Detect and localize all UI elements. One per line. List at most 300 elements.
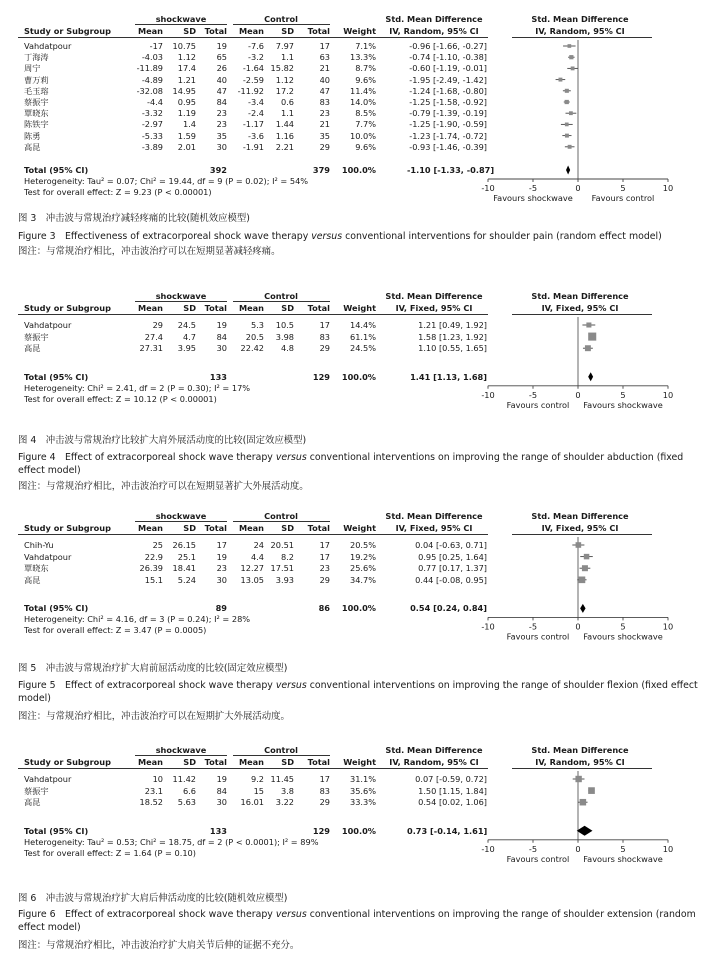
- cell-ci: -0.79 [-1.39, -0.19]: [409, 108, 487, 119]
- caption-en-italic: versus: [275, 452, 307, 463]
- cell-mean-shockwave: 23.1: [144, 785, 163, 796]
- cell-sd-shockwave: 10.75: [172, 41, 196, 51]
- cell-ci: -1.24 [-1.68, -0.80]: [409, 85, 487, 96]
- effect-square: [565, 89, 569, 93]
- forest-plot: [481, 285, 674, 422]
- cell-sd-control: 7.97: [275, 41, 294, 51]
- x-tick-label: 0: [575, 183, 581, 193]
- study-name: 高昆: [24, 343, 41, 354]
- cell-total-control: 35: [319, 130, 330, 141]
- cell-mean-shockwave: 10: [152, 774, 163, 784]
- caption-en-prefix: Figure 4 Effect of extracorporeal shock wave therapy: [18, 452, 276, 463]
- col-sd: SD: [183, 26, 196, 36]
- col-total: Total: [307, 303, 330, 313]
- col-weight: Weight: [343, 523, 376, 533]
- cell-total-shockwave: 35: [216, 130, 227, 141]
- cell-ci: -1.95 [-2.49, -1.42]: [409, 74, 487, 85]
- effect-square: [586, 322, 591, 327]
- cell-total-shockwave: 19: [216, 774, 227, 784]
- cell-total-control: 21: [319, 119, 330, 130]
- cell-sd-control: 11.45: [270, 774, 294, 784]
- heterogeneity: Heterogeneity: Tau² = 0.53; Chi² = 18.75, df = 2 (P < 0.0001); I² = 89%: [24, 836, 319, 847]
- cell-mean-shockwave: -11.89: [136, 63, 163, 74]
- cell-sd-shockwave: 5.24: [177, 574, 196, 585]
- cell-sd-control: 20.51: [270, 540, 294, 550]
- cell-sd-shockwave: 0.95: [177, 97, 196, 107]
- col-total: Total: [204, 26, 227, 36]
- total-ci: 0.54 [0.24, 0.84]: [410, 603, 487, 614]
- effect-square: [575, 776, 581, 782]
- total-shockwave: 392: [209, 165, 227, 175]
- cell-mean-control: -2.59: [242, 74, 264, 85]
- group-underline: [233, 755, 330, 756]
- cell-sd-shockwave: 14.95: [172, 85, 196, 96]
- cell-weight: 9.6%: [355, 74, 376, 85]
- cell-sd-shockwave: 25.1: [177, 551, 196, 562]
- col-study: Study or Subgroup: [24, 26, 112, 36]
- cell-total-shockwave: 47: [216, 85, 227, 96]
- caption-en-suffix: conventional interventions on improving the range of shoulder extension (random effect model): [18, 909, 696, 933]
- cell-mean-control: -1.91: [242, 141, 264, 152]
- effect-square: [580, 799, 587, 806]
- cell-weight: 25.6%: [349, 563, 376, 574]
- total-weight: 100.0%: [341, 603, 376, 614]
- cell-sd-control: 17.51: [270, 563, 294, 574]
- col-mean: Mean: [137, 303, 163, 313]
- cell-mean-shockwave: 26.39: [139, 563, 163, 574]
- col-mean: Mean: [238, 26, 264, 36]
- col-total: Total: [204, 757, 227, 767]
- effect-square: [568, 44, 572, 48]
- cell-ci: -1.25 [-1.90, -0.59]: [409, 119, 487, 130]
- cell-mean-shockwave: -3.32: [141, 108, 163, 119]
- total-control: 129: [312, 825, 330, 836]
- favours-left-label: Favours shockwave: [493, 193, 573, 203]
- cell-sd-shockwave: 1.19: [177, 108, 196, 119]
- caption-en-italic: versus: [275, 680, 307, 691]
- cell-ci: 1.10 [0.55, 1.65]: [418, 343, 487, 354]
- cell-sd-shockwave: 26.15: [172, 540, 196, 550]
- cell-weight: 24.5%: [349, 343, 376, 354]
- x-tick-label: 5: [620, 389, 626, 400]
- col-mean: Mean: [137, 26, 163, 36]
- overall-effect: Test for overall effect: Z = 1.64 (P = 0.10): [24, 847, 196, 858]
- forest-plot: [481, 0, 674, 215]
- favours-left-label: Favours control: [506, 853, 570, 864]
- total-label: Total (95% CI): [24, 603, 89, 614]
- header-rule: [18, 534, 488, 535]
- figure-caption-en: [18, 680, 708, 705]
- cell-ci: 1.50 [1.15, 1.84]: [418, 785, 487, 796]
- cell-mean-shockwave: 22.9: [144, 551, 163, 562]
- cell-total-control: 83: [319, 97, 330, 107]
- cell-mean-control: -1.64: [242, 63, 264, 74]
- study-name: 高昆: [24, 141, 41, 152]
- study-name: Vahdatpour: [24, 551, 72, 562]
- cell-weight: 9.6%: [355, 141, 376, 152]
- caption-en-prefix: Figure 5 Effect of extracorporeal shock wave therapy: [18, 680, 276, 691]
- figure-caption-cn: 图 4 冲击波与常规治疗比较扩大肩外展活动度的比较(固定效应模型): [18, 435, 307, 446]
- cell-weight: 7.7%: [355, 119, 376, 130]
- cell-ci: -1.25 [-1.58, -0.92]: [409, 97, 487, 107]
- study-name: 陈勇: [24, 130, 41, 141]
- cell-ci: 0.04 [-0.63, 0.71]: [415, 540, 487, 550]
- effect-square: [565, 134, 569, 138]
- cell-total-shockwave: 30: [216, 141, 227, 152]
- x-tick-label: 10: [662, 621, 674, 632]
- cell-ci: 0.54 [0.02, 1.06]: [418, 797, 487, 808]
- ci-column-subtitle: IV, Fixed, 95% CI: [395, 303, 473, 313]
- group-underline: [135, 301, 227, 302]
- cell-sd-control: 1.1: [280, 108, 294, 119]
- group-header-control: Control: [264, 291, 298, 301]
- x-tick-label: 5: [620, 183, 626, 193]
- col-study: Study or Subgroup: [24, 757, 112, 767]
- col-weight: Weight: [343, 303, 376, 313]
- cell-mean-shockwave: 27.4: [144, 331, 163, 342]
- cell-total-control: 21: [319, 63, 330, 74]
- cell-total-control: 40: [319, 74, 330, 85]
- group-header-shockwave: shockwave: [155, 745, 207, 755]
- study-name: Vahdatpour: [24, 320, 72, 330]
- group-header-control: Control: [264, 511, 298, 521]
- effect-square: [579, 576, 586, 583]
- favours-left-label: Favours control: [506, 631, 570, 642]
- cell-total-shockwave: 84: [216, 785, 227, 796]
- col-sd: SD: [281, 757, 294, 767]
- cell-mean-shockwave: -17: [149, 41, 163, 51]
- cell-ci: 1.58 [1.23, 1.92]: [418, 331, 487, 342]
- cell-mean-control: -3.4: [248, 97, 264, 107]
- cell-total-control: 29: [319, 141, 330, 152]
- cell-sd-shockwave: 1.59: [177, 130, 196, 141]
- effect-square: [585, 345, 591, 351]
- cell-mean-shockwave: -5.33: [141, 130, 163, 141]
- col-sd: SD: [183, 303, 196, 313]
- cell-sd-control: 1.1: [280, 52, 294, 63]
- cell-sd-shockwave: 3.95: [177, 343, 196, 354]
- favours-right-label: Favours shockwave: [583, 399, 663, 410]
- study-name: Vahdatpour: [24, 41, 72, 51]
- total-weight: 100.0%: [341, 165, 376, 175]
- cell-total-control: 29: [319, 797, 330, 808]
- study-name: 蔡振宇: [24, 331, 49, 342]
- caption-en-prefix: Figure 3 Effectiveness of extracorporeal shock wave therapy: [18, 231, 312, 242]
- x-tick-label: 0: [575, 621, 581, 632]
- cell-sd-control: 8.2: [280, 551, 294, 562]
- total-shockwave: 133: [209, 825, 227, 836]
- cell-sd-control: 0.6: [280, 97, 294, 107]
- cell-weight: 20.5%: [349, 540, 376, 550]
- cell-weight: 7.1%: [355, 41, 376, 51]
- group-header-shockwave: shockwave: [155, 291, 207, 301]
- plot-subtitle: IV, Random, 95% CI: [535, 757, 625, 767]
- plot-title: Std. Mean Difference: [531, 14, 629, 24]
- col-mean: Mean: [137, 757, 163, 767]
- col-sd: SD: [281, 303, 294, 313]
- cell-sd-control: 17.2: [275, 85, 294, 96]
- effect-square: [582, 565, 588, 571]
- ci-column-title: Std. Mean Difference: [385, 291, 483, 301]
- x-tick-label: 5: [620, 621, 626, 632]
- header-rule: [18, 314, 488, 315]
- x-tick-label: -10: [481, 183, 495, 193]
- cell-weight: 14.0%: [349, 97, 376, 107]
- cell-mean-control: -7.6: [248, 41, 264, 51]
- cell-sd-control: 3.8: [280, 785, 294, 796]
- study-name: 丁海涛: [24, 52, 49, 63]
- cell-mean-control: 4.4: [250, 551, 264, 562]
- cell-sd-control: 3.22: [275, 797, 294, 808]
- cell-mean-control: -2.4: [248, 108, 264, 119]
- study-name: 蔡振宇: [24, 97, 49, 107]
- x-tick-label: -10: [481, 843, 495, 854]
- cell-total-control: 17: [319, 41, 330, 51]
- figure-caption-cn: 图 3 冲击波与常规治疗减轻疼痛的比较(随机效应模型): [18, 213, 250, 224]
- x-tick-label: -10: [481, 621, 495, 632]
- cell-sd-shockwave: 24.5: [177, 320, 196, 330]
- total-label: Total (95% CI): [24, 371, 89, 382]
- cell-mean-shockwave: 15.1: [144, 574, 163, 585]
- figure-caption-en: [18, 452, 708, 477]
- plot-subtitle: IV, Fixed, 95% CI: [541, 523, 619, 533]
- cell-mean-shockwave: 25: [152, 540, 163, 550]
- forest-plot: [481, 739, 674, 876]
- col-total: Total: [204, 523, 227, 533]
- cell-total-control: 47: [319, 85, 330, 96]
- cell-total-shockwave: 19: [216, 551, 227, 562]
- x-tick-label: 10: [662, 843, 674, 854]
- col-study: Study or Subgroup: [24, 303, 112, 313]
- heterogeneity: Heterogeneity: Chi² = 2.41, df = 2 (P = 0.30); I² = 17%: [24, 382, 251, 393]
- cell-total-shockwave: 17: [216, 540, 227, 550]
- caption-en-suffix: conventional interventions on improving the range of shoulder abduction (fixed effect model): [18, 452, 684, 476]
- cell-mean-control: 22.42: [240, 343, 264, 354]
- cell-sd-control: 1.12: [275, 74, 294, 85]
- study-name: 覃晓东: [24, 108, 49, 119]
- cell-total-control: 63: [319, 52, 330, 63]
- group-header-control: Control: [264, 745, 298, 755]
- cell-ci: 0.44 [-0.08, 0.95]: [415, 574, 487, 585]
- cell-weight: 11.4%: [349, 85, 376, 96]
- cell-total-control: 17: [319, 540, 330, 550]
- x-tick-label: 0: [575, 389, 581, 400]
- study-name: 蔡振宇: [24, 785, 49, 796]
- x-tick-label: 5: [620, 843, 626, 854]
- study-name: 覃晓东: [24, 563, 49, 574]
- study-name: 高昆: [24, 797, 41, 808]
- cell-mean-control: 20.5: [245, 331, 264, 342]
- cell-total-control: 29: [319, 343, 330, 354]
- caption-en-prefix: Figure 6 Effect of extracorporeal shock wave therapy: [18, 909, 276, 920]
- pooled-diamond: [577, 826, 593, 836]
- figure-5: [0, 505, 715, 727]
- total-weight: 100.0%: [341, 371, 376, 382]
- col-sd: SD: [183, 523, 196, 533]
- plot-title: Std. Mean Difference: [531, 511, 629, 521]
- cell-mean-shockwave: 18.52: [139, 797, 163, 808]
- cell-weight: 61.1%: [349, 331, 376, 342]
- cell-total-shockwave: 65: [216, 52, 227, 63]
- x-tick-label: 10: [662, 183, 674, 193]
- figure-caption-note: 图注：与常规治疗相比，冲击波治疗可以在短期显著扩大外展活动度。: [18, 481, 309, 492]
- cell-ci: 0.95 [0.25, 1.64]: [418, 551, 487, 562]
- cell-mean-shockwave: -4.4: [147, 97, 163, 107]
- cell-mean-control: 24: [253, 540, 264, 550]
- col-total: Total: [204, 303, 227, 313]
- overall-effect: Test for overall effect: Z = 9.23 (P < 0.00001): [24, 187, 212, 197]
- cell-sd-control: 3.98: [275, 331, 294, 342]
- effect-square: [571, 66, 575, 70]
- x-tick-label: -5: [528, 183, 538, 193]
- cell-mean-control: -11.92: [237, 85, 264, 96]
- cell-sd-shockwave: 11.42: [172, 774, 196, 784]
- total-ci: 0.73 [-0.14, 1.61]: [407, 825, 488, 836]
- total-shockwave: 89: [215, 603, 227, 614]
- cell-ci: 1.21 [0.49, 1.92]: [418, 320, 487, 330]
- total-ci: 1.41 [1.13, 1.68]: [410, 371, 487, 382]
- cell-weight: 19.2%: [349, 551, 376, 562]
- cell-total-control: 83: [319, 785, 330, 796]
- cell-total-shockwave: 23: [216, 108, 227, 119]
- study-name: 曹万莉: [24, 74, 49, 85]
- col-study: Study or Subgroup: [24, 523, 112, 533]
- cell-total-shockwave: 19: [216, 320, 227, 330]
- favours-right-label: Favours shockwave: [583, 631, 663, 642]
- cell-sd-control: 3.93: [275, 574, 294, 585]
- cell-total-control: 17: [319, 774, 330, 784]
- figure-caption-en: [18, 231, 708, 244]
- cell-total-shockwave: 84: [216, 97, 227, 107]
- cell-weight: 14.4%: [349, 320, 376, 330]
- pooled-diamond: [580, 604, 585, 613]
- figure-caption-cn: 图 6 冲击波与常规治疗扩大肩后伸活动度的比较(随机效应模型): [18, 893, 288, 904]
- heterogeneity: Heterogeneity: Tau² = 0.07; Chi² = 19.44, df = 9 (P = 0.02); I² = 54%: [24, 176, 309, 186]
- study-name: 毛玉瑢: [24, 85, 49, 96]
- header-rule: [18, 37, 488, 38]
- ci-column-title: Std. Mean Difference: [385, 14, 483, 24]
- group-underline: [135, 755, 227, 756]
- figure-6: [0, 739, 715, 961]
- group-header-shockwave: shockwave: [155, 14, 207, 24]
- cell-ci: -0.60 [-1.19, -0.01]: [409, 63, 487, 74]
- study-name: 高昆: [24, 574, 41, 585]
- x-tick-label: 10: [662, 389, 674, 400]
- cell-total-shockwave: 84: [216, 331, 227, 342]
- plot-subtitle: IV, Fixed, 95% CI: [541, 303, 619, 313]
- ci-column-title: Std. Mean Difference: [385, 511, 483, 521]
- cell-ci: -0.93 [-1.46, -0.39]: [409, 141, 487, 152]
- total-weight: 100.0%: [341, 825, 376, 836]
- caption-en-suffix: conventional interventions for shoulder pain (random effect model): [342, 231, 662, 242]
- cell-total-control: 29: [319, 574, 330, 585]
- col-mean: Mean: [238, 757, 264, 767]
- col-sd: SD: [281, 523, 294, 533]
- total-control: 86: [318, 603, 330, 614]
- total-control: 379: [312, 165, 330, 175]
- figure-caption-note: 图注：与常规治疗相比，冲击波治疗可以在短期显著减轻疼痛。: [18, 246, 281, 257]
- cell-mean-control: 9.2: [250, 774, 264, 784]
- col-total: Total: [307, 757, 330, 767]
- cell-ci: 0.07 [-0.59, 0.72]: [415, 774, 487, 784]
- cell-total-control: 23: [319, 563, 330, 574]
- ci-column-subtitle: IV, Random, 95% CI: [389, 757, 479, 767]
- x-tick-label: -10: [481, 389, 495, 400]
- cell-weight: 35.6%: [349, 785, 376, 796]
- heterogeneity: Heterogeneity: Chi² = 4.16, df = 3 (P = 0.24); I² = 28%: [24, 614, 251, 625]
- effect-square: [558, 78, 562, 82]
- cell-sd-shockwave: 2.01: [177, 141, 196, 152]
- cell-mean-shockwave: -2.97: [141, 119, 163, 130]
- plot-title: Std. Mean Difference: [531, 291, 629, 301]
- cell-sd-shockwave: 17.4: [177, 63, 196, 74]
- cell-mean-shockwave: 27.31: [139, 343, 163, 354]
- study-name: 陈铁字: [24, 119, 49, 130]
- x-tick-label: 0: [575, 843, 581, 854]
- cell-sd-control: 15.82: [270, 63, 294, 74]
- caption-en-suffix: conventional interventions on improving the range of shoulder flexion (fixed effect model): [18, 680, 698, 704]
- group-underline: [135, 521, 227, 522]
- cell-mean-shockwave: -3.89: [141, 141, 163, 152]
- cell-mean-shockwave: -32.08: [136, 85, 163, 96]
- cell-sd-shockwave: 1.4: [182, 119, 196, 130]
- x-tick-label: -5: [528, 389, 538, 400]
- cell-total-control: 17: [319, 551, 330, 562]
- col-total: Total: [307, 523, 330, 533]
- cell-ci: -1.23 [-1.74, -0.72]: [409, 130, 487, 141]
- cell-weight: 34.7%: [349, 574, 376, 585]
- cell-total-control: 23: [319, 108, 330, 119]
- effect-square: [588, 787, 595, 794]
- col-mean: Mean: [238, 523, 264, 533]
- caption-en-italic: versus: [275, 909, 307, 920]
- total-label: Total (95% CI): [24, 825, 89, 836]
- cell-weight: 8.5%: [355, 108, 376, 119]
- group-underline: [135, 24, 227, 25]
- cell-ci: 0.77 [0.17, 1.37]: [418, 563, 487, 574]
- ci-column-subtitle: IV, Fixed, 95% CI: [395, 523, 473, 533]
- favours-right-label: Favours control: [591, 193, 655, 203]
- col-weight: Weight: [343, 757, 376, 767]
- cell-mean-control: 15: [253, 785, 264, 796]
- cell-sd-shockwave: 1.12: [177, 52, 196, 63]
- figure-4: [0, 285, 715, 497]
- cell-sd-shockwave: 5.63: [177, 797, 196, 808]
- cell-mean-shockwave: 29: [152, 320, 163, 330]
- forest-plot: [481, 505, 674, 653]
- cell-total-shockwave: 40: [216, 74, 227, 85]
- plot-subtitle: IV, Random, 95% CI: [535, 26, 625, 36]
- cell-mean-shockwave: -4.03: [141, 52, 163, 63]
- cell-total-shockwave: 30: [216, 797, 227, 808]
- col-sd: SD: [183, 757, 196, 767]
- study-name: 周宁: [24, 63, 41, 74]
- effect-square: [569, 55, 573, 59]
- group-underline: [233, 521, 330, 522]
- overall-effect: Test for overall effect: Z = 10.12 (P < 0.00001): [24, 393, 217, 404]
- total-ci: -1.10 [-1.33, -0.87]: [407, 165, 495, 175]
- effect-square: [565, 100, 569, 104]
- cell-weight: 10.0%: [349, 130, 376, 141]
- cell-mean-control: 16.01: [240, 797, 264, 808]
- ci-column-title: Std. Mean Difference: [385, 745, 483, 755]
- total-shockwave: 133: [209, 371, 227, 382]
- cell-mean-control: 5.3: [250, 320, 264, 330]
- group-header-shockwave: shockwave: [155, 511, 207, 521]
- cell-total-shockwave: 30: [216, 343, 227, 354]
- cell-sd-shockwave: 6.6: [182, 785, 196, 796]
- cell-weight: 33.3%: [349, 797, 376, 808]
